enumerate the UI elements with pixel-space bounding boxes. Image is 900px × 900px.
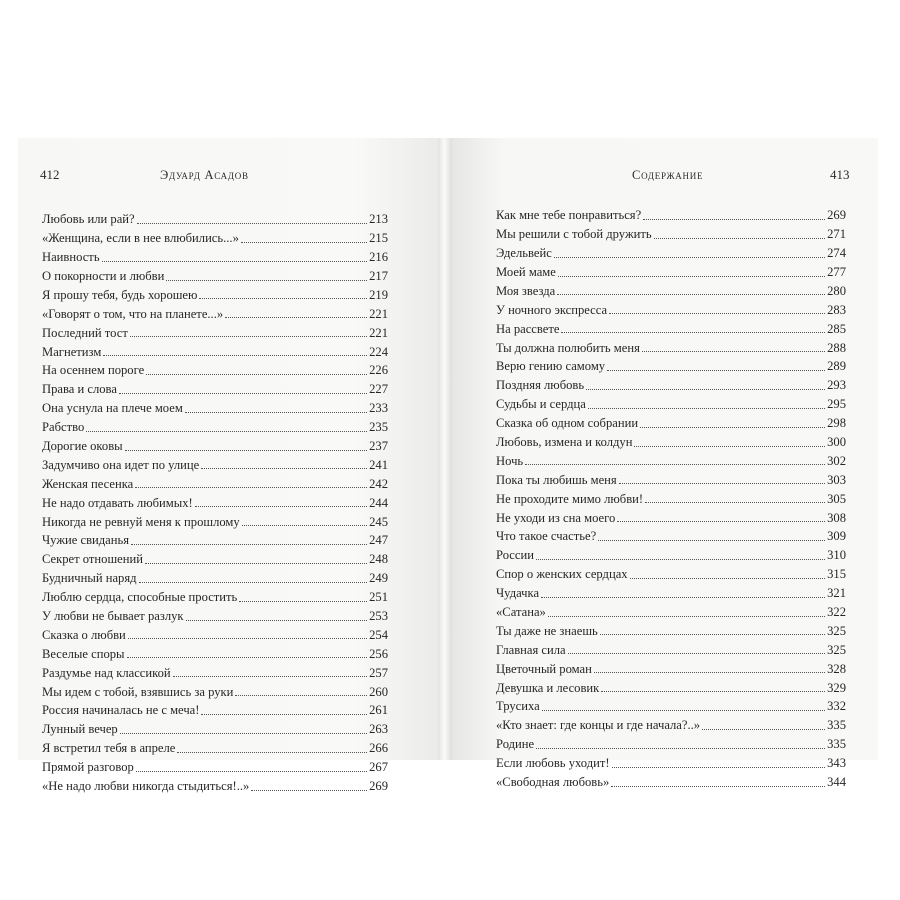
dot-leader [225,317,367,318]
toc-entry-title: Чужие свиданья [42,533,130,548]
toc-entry-page: 217 [369,268,388,283]
toc-entry-title: Эдельвейс [496,246,552,261]
toc-entry [496,297,846,316]
toc-entry-page: 219 [369,287,388,302]
dot-leader [136,771,367,772]
dot-leader [235,695,367,696]
toc-entry-title: Никогда не ревнуй меня к прошлому [42,514,240,529]
left-page-number: 412 [40,167,60,182]
toc-entry [42,774,388,793]
toc-entry [42,717,388,736]
toc-entry-title: Раздумье над классикой [42,665,171,680]
toc-entry-page: 325 [827,642,846,657]
toc-entry [496,222,846,241]
toc-entry-title: Веселые споры [42,646,125,661]
dot-leader [586,389,825,390]
toc-entry-title: Права и слова [42,382,117,397]
toc-entry-title: Россия начиналась не с меча! [42,703,200,718]
toc-entry-page: 251 [369,590,388,605]
toc-entry-title: Магнетизм [42,344,102,359]
dot-leader [199,298,367,299]
dot-leader [558,276,825,277]
toc-entry-page: 335 [827,737,846,752]
toc-entry-page: 315 [827,567,846,582]
toc-entry-page: 309 [827,529,846,544]
toc-entry [496,279,846,298]
toc-entry-page: 261 [369,703,388,718]
toc-entry-page: 300 [827,434,846,449]
dot-leader [139,582,368,583]
toc-entry [42,377,388,396]
toc-entry-title: Она уснула на плече моем [42,401,183,416]
dot-leader [239,601,367,602]
toc-entry-title: Главная сила [496,642,566,657]
toc-entry-title: Я прошу тебя, будь хорошею [42,287,198,302]
toc-entry-page: 280 [827,283,846,298]
toc-entry-title: Сказка об одном собрании [496,416,639,431]
toc-entry-page: 257 [369,665,388,680]
toc-entry [42,396,388,415]
toc-entry [496,316,846,335]
dot-leader [145,563,367,564]
dot-leader [588,408,825,409]
toc-entry-title: У ночного экспресса [496,302,608,317]
toc-entry-title: У любви не бывает разлук [42,609,184,623]
toc-entry-title: Мы решили с тобой дружить [496,227,652,242]
dot-leader [135,487,367,488]
toc-entry [42,490,388,509]
toc-entry-page: 216 [369,250,388,265]
toc-entry-title: Мы идем с тобой, взявшись за руки [42,684,234,699]
left-toc-list [42,207,388,793]
toc-entry-page: 213 [369,212,388,227]
dot-leader [643,219,825,220]
dot-leader [617,521,825,522]
toc-entry [496,751,846,770]
dot-leader [120,733,367,734]
toc-entry [42,528,388,547]
dot-leader [702,729,825,730]
toc-entry-title: Ночь [496,453,524,468]
dot-leader [242,525,367,526]
toc-entry-page: 277 [827,264,846,279]
dot-leader [146,374,367,375]
dot-leader [102,261,368,262]
toc-entry [42,320,388,339]
dot-leader [536,559,825,560]
toc-entry-title: Не уходи из сна моего [496,510,616,525]
toc-entry-page: 344 [827,775,846,790]
toc-entry-page: 224 [369,344,388,359]
toc-entry-title: Я встретил тебя в апреле [42,741,176,756]
toc-entry-page: 260 [369,684,388,699]
dot-leader [127,657,368,658]
dot-leader [130,336,367,337]
toc-entry-title: «Кто знает: где концы и где начала?..» [496,718,701,733]
toc-entry-title: Девушка и лесовик [496,680,600,695]
toc-entry-title: Чудачка [496,586,540,601]
toc-entry-page: 249 [369,571,388,586]
dot-leader [568,653,825,654]
toc-entry [42,641,388,660]
toc-entry-page: 303 [827,472,846,487]
dot-leader [601,691,825,692]
toc-entry-title: Не проходите мимо любви! [496,491,644,506]
toc-entry-page: 328 [827,661,846,676]
toc-entry [496,732,846,751]
toc-entry-title: Задумчиво она идет по улице [42,457,200,472]
toc-entry [42,264,388,283]
toc-entry-page: 241 [369,457,388,472]
dot-leader [166,280,367,281]
toc-entry-page: 274 [827,246,846,261]
toc-entry [496,562,846,581]
toc-entry-page: 305 [827,491,846,506]
dot-leader [86,431,367,432]
toc-entry-page: 269 [827,208,846,223]
toc-entry-title: Люблю сердца, способные простить [42,590,238,605]
toc-entry-page: 266 [369,741,388,756]
toc-entry-title: Что такое счастье? [496,529,597,544]
toc-entry-title: Сказка о любви [42,627,126,642]
toc-entry-title: Пока ты любишь меня [496,472,617,487]
toc-entry-page: 263 [369,722,388,737]
toc-entry [496,581,846,600]
dot-leader [654,238,825,239]
toc-entry-title: Не надо отдавать любимых! [42,495,193,510]
toc-entry-page: 310 [827,548,846,563]
left-running-head: Эдуард Асадов [160,168,249,182]
toc-entry [496,713,846,732]
toc-entry [496,335,846,354]
toc-entry-title: Наивность [42,250,100,265]
toc-entry-page: 253 [369,609,388,623]
toc-entry [496,430,846,449]
toc-entry-title: Последний тост [42,325,128,340]
toc-entry-page: 289 [827,359,846,374]
toc-entry [496,203,846,222]
dot-leader [186,620,368,621]
toc-entry [42,226,388,245]
toc-entry [496,373,846,392]
toc-entry [42,585,388,604]
toc-entry [42,207,388,226]
toc-entry [496,675,846,694]
toc-entry [42,736,388,755]
dot-leader [611,786,825,787]
toc-entry-page: 267 [369,760,388,775]
toc-entry-title: «Не надо любви никогда стыдиться!..» [42,779,250,794]
dot-leader [557,294,825,295]
toc-entry-title: «Сатана» [496,605,546,619]
toc-entry-title: Верю гению самому [496,359,606,374]
dot-leader [119,393,367,394]
toc-entry-page: 293 [827,378,846,393]
toc-entry-title: Судьбы и сердца [496,397,586,412]
toc-entry-title: Будничный наряд [42,571,137,586]
dot-leader [542,710,825,711]
toc-entry-page: 302 [827,453,846,468]
toc-entry-page: 245 [369,514,388,529]
toc-entry [496,656,846,675]
toc-entry-title: Спор о женских сердцах [496,567,628,582]
toc-entry-page: 244 [369,495,388,510]
toc-entry-title: О покорности и любви [42,268,165,283]
toc-entry [496,411,846,430]
toc-entry [42,755,388,774]
toc-entry-title: Дорогие оковы [42,438,123,453]
toc-entry [496,505,846,524]
toc-entry-title: На рассвете [496,321,560,336]
toc-entry [42,453,388,472]
toc-entry [42,547,388,566]
toc-entry-title: Моя звезда [496,283,556,298]
dot-leader [125,450,368,451]
toc-entry-title: Секрет отношений [42,552,143,567]
toc-entry-title: Родине [496,737,535,752]
toc-entry-title: Ты даже не знаешь [496,623,598,638]
dot-leader [185,412,367,413]
toc-entry-title: Любовь или рай? [42,212,135,227]
toc-entry [496,619,846,638]
toc-entry-page: 233 [369,401,388,416]
dot-leader [634,446,825,447]
toc-entry [496,600,846,619]
toc-entry-page: 226 [369,363,388,378]
toc-entry-page: 248 [369,552,388,567]
toc-entry [42,679,388,698]
toc-entry [496,694,846,713]
dot-leader [600,634,825,635]
toc-entry [496,543,846,562]
toc-entry-page: 285 [827,321,846,336]
dot-leader [609,313,825,314]
dot-leader [561,332,825,333]
toc-entry [42,623,388,642]
toc-entry-page: 271 [827,227,846,242]
dot-leader [612,767,826,768]
right-toc-list [496,203,846,789]
toc-entry-title: Цветочный роман [496,661,592,676]
toc-entry [496,354,846,373]
toc-entry [42,471,388,490]
dot-leader [594,672,825,673]
toc-entry-title: На осеннем пороге [42,363,145,378]
toc-entry-title: Женская песенка [42,476,134,491]
dot-leader [642,351,825,352]
dot-leader [525,464,825,465]
toc-entry-page: 235 [369,420,388,435]
toc-entry [42,339,388,358]
dot-leader [630,578,826,579]
toc-entry-title: «Женщина, если в нее влюбились...» [42,231,239,246]
toc-entry-page: 343 [827,756,846,771]
right-page-number: 413 [830,167,850,182]
toc-entry-page: 283 [827,302,846,317]
toc-entry [42,698,388,717]
toc-entry-title: Рабство [42,420,85,435]
toc-entry-page: 221 [369,306,388,321]
dot-leader [607,370,825,371]
toc-entry-page: 321 [827,586,846,601]
toc-entry-page: 215 [369,231,388,246]
toc-entry-page: 335 [827,718,846,733]
toc-entry-title: Любовь, измена и колдун [496,434,633,449]
toc-entry-title: Прямой разговор [42,760,134,775]
toc-entry-page: 269 [369,779,388,794]
toc-entry-page: 256 [369,646,388,661]
toc-entry-title: Трусиха [496,699,540,714]
toc-entry-page: 322 [827,605,846,619]
toc-entry-page: 298 [827,416,846,431]
dot-leader [541,597,825,598]
toc-entry-page: 325 [827,623,846,638]
toc-entry-title: Если любовь уходит! [496,756,610,771]
toc-entry-page: 288 [827,340,846,355]
dot-leader [201,468,367,469]
toc-entry-page: 237 [369,438,388,453]
toc-entry-page: 221 [369,325,388,340]
dot-leader [536,748,825,749]
toc-entry [496,486,846,505]
dot-leader [201,714,367,715]
dot-leader [177,752,367,753]
toc-entry-page: 332 [827,699,846,714]
toc-entry [42,415,388,434]
dot-leader [137,223,367,224]
toc-entry-title: России [496,548,534,563]
toc-entry-page: 308 [827,510,846,525]
dot-leader [128,638,367,639]
toc-entry [42,660,388,679]
toc-entry [496,449,846,468]
toc-entry [496,392,846,411]
toc-entry-page: 329 [827,680,846,695]
toc-entry-title: «Свободная любовь» [496,775,610,790]
toc-entry [42,566,388,585]
dot-leader [554,257,825,258]
toc-entry-page: 254 [369,627,388,642]
dot-leader [173,676,367,677]
toc-entry-page: 242 [369,476,388,491]
toc-entry [42,283,388,302]
dot-leader [131,544,367,545]
dot-leader [645,502,825,503]
dot-leader [619,483,825,484]
right-running-head: Содержание [632,168,704,182]
toc-entry-title: Ты должна полюбить меня [496,340,640,355]
toc-entry [496,770,846,789]
toc-entry [496,637,846,656]
toc-entry-title: Поздняя любовь [496,378,585,393]
dot-leader [251,790,367,791]
toc-entry [42,358,388,377]
toc-entry [496,260,846,279]
toc-entry-title: Как мне тебе понравиться? [496,208,642,223]
toc-entry-page: 295 [827,397,846,412]
dot-leader [195,506,367,507]
toc-entry [496,241,846,260]
toc-entry-title: Лунный вечер [42,722,118,737]
toc-entry-title: Моей маме [496,264,556,279]
dot-leader [241,242,367,243]
book-gutter [438,138,452,760]
toc-entry [42,604,388,623]
toc-entry [496,524,846,543]
dot-leader [548,616,825,617]
toc-entry-page: 227 [369,382,388,397]
toc-entry [42,509,388,528]
dot-leader [640,427,825,428]
toc-entry [42,301,388,320]
toc-entry [42,434,388,453]
toc-entry [42,245,388,264]
dot-leader [598,540,825,541]
toc-entry-title: «Говорят о том, что на планете...» [42,306,224,321]
toc-entry [496,467,846,486]
toc-entry-page: 247 [369,533,388,548]
dot-leader [103,355,367,356]
